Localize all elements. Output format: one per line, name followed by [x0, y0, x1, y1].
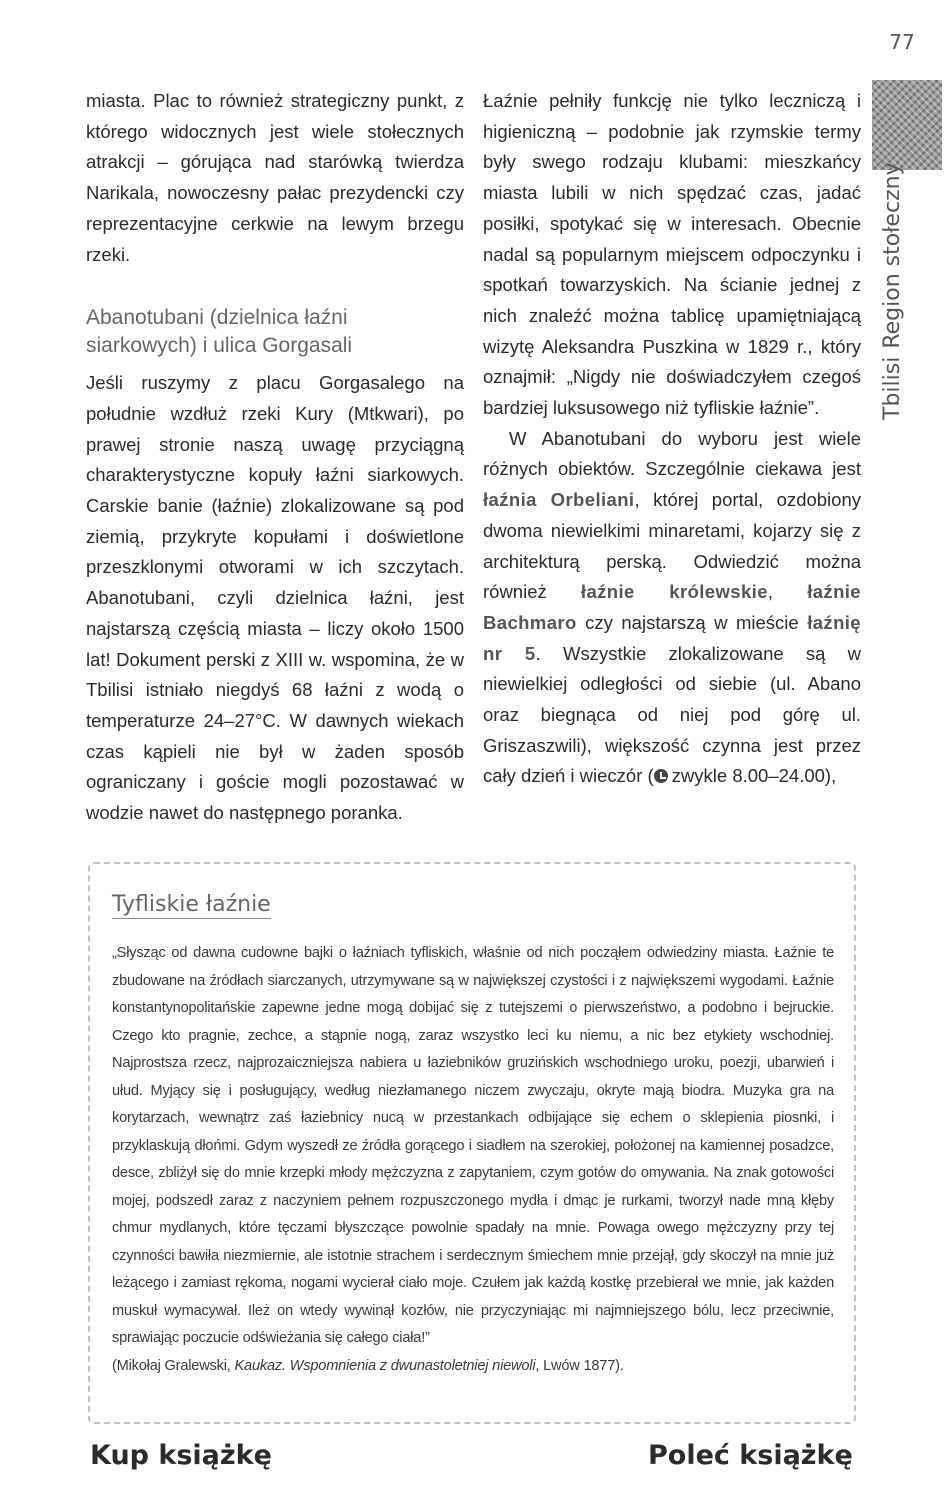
highlight-orbeliani: łaźnia Orbeliani	[483, 489, 635, 511]
clock-icon	[654, 769, 668, 783]
text-run: W Abanotubani do wyboru jest wiele różnych obiektów. Szczególnie ciekawa jest	[483, 427, 861, 480]
box-source	[112, 1353, 834, 1381]
source-text: (Mikołaj Gralewski,	[112, 1357, 235, 1374]
highlight-bachmaro: łaźnie Bachmaro	[483, 581, 861, 633]
section-heading: Abanotubani (dzielnica łaźni siarkowych) i ulica Gorgasali	[86, 306, 353, 358]
box-quote: „Słysząc od dawna cudowne bajki o łaźniach tyfliskich, właśnie od nich począłem odwiedziny miasta. Łaźnie te zbudowane na źródłach siarczanych, utrzymywane są w największej czystości i z największemi wygodami. Łaźnie konstantynopolitańskie zapewne jedne mogą dobijać się z tutejszemi o pierwszeństwo, a podobno i bejruckie. Czego kto pragnie, zechce, a stąpnie nogą, zaraz wszystko leci ku niemu, a nic bez etykiety wschodniej. Najprostsza rzecz, najprozaiczniejsza nabiera u łaziebników gruzińskich wschodniego uroku, poezji, ubarwień i ułud. Myjący się i posługujący, według niezłamanego niczem zwyczaju, okryte mają biodra. Muzyka gra na korytarzach, wewnątrz zaś łaziebnicy nucą w przestankach odbijające się echem o sklepienia piosnki, i przyklaskują dłońmi. Gdym wyszedł ze źródła gorącego i siadłem na szerokiej, położonej na kamiennej posadzce, desce, zbliżył się do mnie krzepki młody mężczyzna z zapytaniem, czym gotów do omywania. Na znak gotowości mojej, podszedł zaraz z naczyniem pełnem rozpuszczonego mydła i dmąc je rurkami, tworzył nade mną kłęby chmur mydlanych, które tęczami błyszczące powolnie spadały na mnie. Powaga owego mężczyzny przy tej czynności bawiła niezmiernie, ale istotnie strachem i serdecznym śmiechem mnie przejął, gdy skoczył na mnie już leżącego i zamiast rękoma, nogami wycierał ciało moje. Czułem jak każdą kostkę przebierał we mnie, jak każden muskuł wymacywał. Ileż on wtedy wywinął kozłów, nie przyczyniając mi najmniejszego bólu, lecz przeciwnie, sprawiając poczucie odświeżania się całego ciała!”	[112, 945, 834, 1346]
text-run: ,	[767, 581, 808, 603]
right-paragraph-2	[483, 424, 861, 792]
text-run: . Wszystkie zlokalizowane są w niewielkiej odległości od siebie (ul. Abano oraz biegnąca od niej pod górę ul. Griszaszwili), większość czynna jest przez cały dzień i wieczór (	[483, 642, 861, 787]
text-run: czy najstarszą w mieście	[576, 611, 808, 633]
buy-book-link[interactable]: Kup książkę	[90, 1440, 272, 1471]
chapter-tab-pattern	[872, 80, 942, 170]
left-column	[86, 86, 464, 829]
right-column	[483, 86, 861, 792]
source-book-title: Kaukaz. Wspomnienia z dwunastoletniej niewoli	[234, 1357, 536, 1374]
left-paragraph-2: Jeśli ruszymy z placu Gorgasalego na południe wzdłuż rzeki Kury (Mtkwari), po prawej stronie naszą uwagę przyciągną charakterystyczne kopuły łaźni siarkowych. Carskie banie (łaźnie) zlokalizowane są pod ziemią, przykryte kopułami i doświetlone przeszklonymi otworami w ich szczytach. Abanotubani, czyli dzielnica łaźni, jest najstarszą częścią miasta – liczy około 1500 lat! Dokument perski z XIII w. wspomina, że w Tbilisi istniało niegdyś 68 łaźni z wodą o temperaturze 24–27°C. W dawnych wiekach czas kąpieli nie był w żaden sposób ograniczany i goście mogli pozostawać w wodzie nawet do następnego poranka.	[86, 372, 464, 824]
source-text: , Lwów 1877).	[535, 1357, 624, 1374]
opening-hours: zwykle 8.00–24.00),	[671, 765, 837, 787]
left-paragraph-1: miasta. Plac to również strategiczny punkt, z którego widocznych jest wiele stołecznych atrakcji – górująca nad starówką twierdza Narikala, nowoczesny pałac prezydencki czy reprezentacyjne cerkwie na lewym brzegu rzeki.	[86, 90, 464, 265]
page-number: 77	[889, 30, 915, 54]
right-paragraph-1: Łaźnie pełniły funkcję nie tylko leczniczą i higieniczną – podobnie jak rzymskie termy były swego rodzaju klubami: mieszkańcy miasta lubili w nich spędzać czas, jadać posiłki, spotykać się w interesach. Obecnie nadal są popularnym miejscem odpoczynku i spotkań towarzyskich. Na ścianie jednej z nich znaleźć można tablicę upamiętniającą wizytę Aleksandra Puszkina w 1829 r., który oznajmił: „Nigdy nie doświadczyłem czegoś bardziej luksusowego niż tyfliskie łaźnie”.	[483, 90, 861, 419]
chapter-side-label	[880, 162, 905, 420]
highlight-royal-baths: łaźnie królewskie	[580, 581, 768, 603]
sidebar-box	[88, 862, 856, 1424]
highlight-bath-no5: łaźnię nr 5	[483, 611, 861, 664]
side-label-city: Tbilisi	[880, 356, 905, 420]
text-run: , której portal, ozdobiony dwoma niewielkimi minaretami, kojarzy się z architekturą perską. Odwiedzić można również	[483, 489, 861, 603]
box-title: Tyfliskie łaźnie	[112, 892, 271, 917]
recommend-book-link[interactable]: Poleć książkę	[648, 1440, 853, 1471]
box-body	[112, 940, 834, 1380]
side-label-region: Region stołeczny	[880, 162, 905, 349]
